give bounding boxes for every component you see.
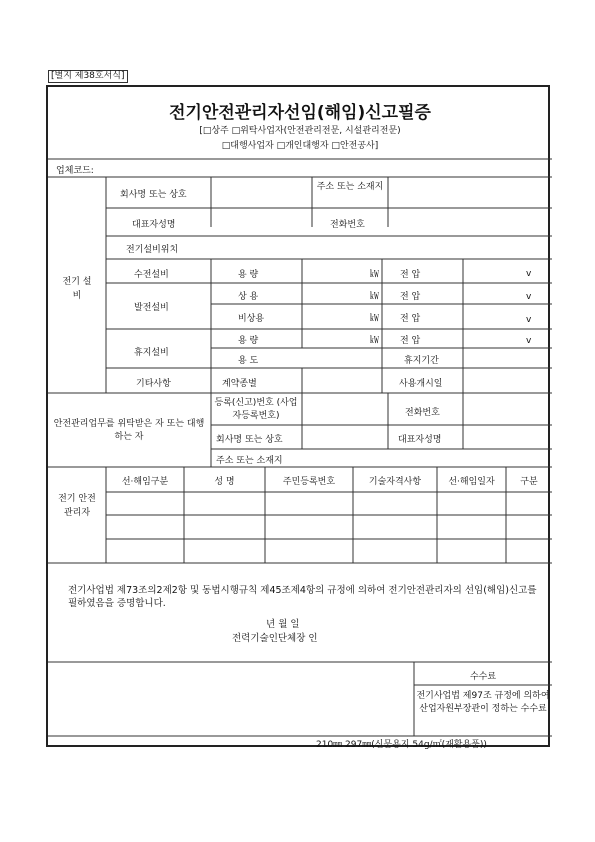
capacity-label-2: 용 량 bbox=[238, 336, 259, 346]
paper-spec: 210㎜ 297㎜(신문용지 54g/㎡(재활용품)) bbox=[316, 740, 487, 750]
v-unit-1: v bbox=[526, 269, 532, 279]
phone-label: 전화번호 bbox=[330, 220, 365, 230]
receiving-facility-label: 수전설비 bbox=[134, 270, 169, 280]
form-type-options-line2: □대행사업자 □개인대행자 □안전공사] bbox=[221, 141, 379, 151]
certificate-form bbox=[46, 85, 550, 750]
address-label: 주소 또는 소재지 bbox=[316, 182, 384, 192]
emergency-use-label: 비상용 bbox=[238, 314, 265, 324]
electric-facility-label: 전기 설비 bbox=[62, 277, 92, 301]
kw-unit-1: ㎾ bbox=[370, 270, 380, 280]
entity-code-label: 업체코드: bbox=[56, 166, 94, 176]
consignee-address-label: 주소 또는 소재지 bbox=[216, 456, 283, 466]
column-qualification: 기술자격사항 bbox=[368, 477, 422, 487]
kw-unit-2: ㎾ bbox=[370, 292, 380, 302]
idle-facility-label: 휴지설비 bbox=[134, 348, 169, 358]
kw-unit-4: ㎾ bbox=[370, 336, 380, 346]
registration-number-label: 등록(신고)번호 (사업자등록번호) bbox=[214, 398, 298, 421]
other-items-label: 기타사항 bbox=[136, 379, 171, 389]
date-line: 년 월 일 bbox=[266, 619, 300, 630]
consignee-label: 안전관리업무를 위탁받은 자 또는 대행하는 자 bbox=[53, 419, 205, 442]
issuer-line: 전력기술인단체장 인 bbox=[232, 633, 318, 644]
column-name: 성 명 bbox=[214, 477, 235, 487]
column-appointment-date: 선·해임일자 bbox=[448, 477, 495, 487]
v-unit-4: v bbox=[526, 336, 532, 346]
voltage-label-1: 전 압 bbox=[400, 270, 421, 280]
representative-label: 대표자성명 bbox=[132, 220, 176, 230]
usage-label: 용 도 bbox=[238, 356, 259, 366]
voltage-label-4: 전 압 bbox=[400, 336, 421, 346]
voltage-label-2: 전 압 bbox=[400, 292, 421, 302]
safety-manager-label: 전기 안전 관리자 bbox=[58, 494, 96, 518]
consignee-phone-label: 전화번호 bbox=[405, 408, 440, 418]
generating-facility-label: 발전설비 bbox=[134, 303, 169, 313]
voltage-label-3: 전 압 bbox=[400, 314, 421, 324]
form-number-label: [별지 제38호서식] bbox=[48, 70, 128, 83]
fee-title: 수수료 bbox=[469, 672, 497, 682]
contract-type-label: 계약종별 bbox=[222, 379, 257, 389]
fee-description: 전기사업법 제97조 규정에 의하여 산업자원부장관이 정하는 수수료 bbox=[416, 691, 550, 714]
facility-location-label: 전기설비위치 bbox=[126, 245, 179, 255]
consignee-representative-label: 대표자성명 bbox=[398, 435, 442, 445]
start-date-label: 사용개시일 bbox=[399, 379, 443, 389]
v-unit-2: v bbox=[526, 292, 532, 302]
consignee-company-label: 회사명 또는 상호 bbox=[216, 435, 283, 445]
column-resident-number: 주민등록번호 bbox=[282, 477, 336, 487]
form-type-options-line1: [□상주 □위탁사업자(안전관리전문, 시설관리전문) bbox=[199, 126, 401, 136]
column-appointment-type: 선·해임구분 bbox=[121, 477, 169, 487]
capacity-label-1: 용 량 bbox=[238, 270, 259, 280]
company-name-label: 회사명 또는 상호 bbox=[120, 190, 187, 200]
kw-unit-3: ㎾ bbox=[370, 314, 380, 324]
column-category: 구분 bbox=[520, 477, 538, 487]
v-unit-3: v bbox=[526, 315, 532, 325]
regular-use-label: 상 용 bbox=[238, 292, 259, 302]
certification-statement: 전기사업법 제73조의2제2항 및 동법시행규칙 제45조제4항의 규정에 의하여 전기안전관리자의 선임(해임)신고를 필하였음을 증명합니다. bbox=[68, 585, 537, 609]
form-title: 전기안전관리자선임(해임)신고필증 bbox=[169, 103, 431, 123]
idle-period-label: 휴지기간 bbox=[404, 356, 439, 366]
